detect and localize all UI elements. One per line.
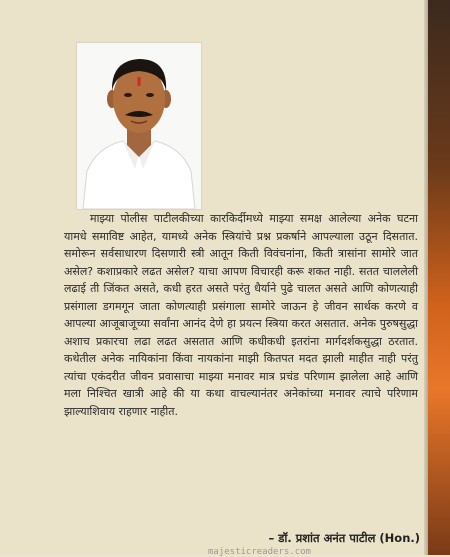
site-watermark: majesticreaders.com: [208, 547, 311, 557]
book-spine: [428, 0, 450, 555]
author-portrait: [76, 42, 202, 210]
author-statement: [64, 210, 418, 420]
author-portrait-image: [77, 43, 201, 209]
author-signature: – डॉ. प्रशांत अनंत पाटील (Hon.): [268, 531, 420, 545]
statement-paragraph: माझ्या पोलीस पाटीलकीच्या कारकिर्दीमध्ये माझ्या समक्ष आलेल्या अनेक घटना यामधे समाविष्ट आहेत, यामध्ये अनेक स्त्रियांचे प्रश्न प्रकर्षाने आपल्याला उठून दिसतात. समोरून सर्वसाधारण दिसणारी स्त्री आतून किती विवंचनांना, किती त्रासांना सामोरे जात असेल? कशाप्रकारे लढत असेल? याचा आपण विचारही करू शकत नाही. सतत चाललेली लढाई ती जिंकत असते, कधी हरत असते परंतु धैर्याने पुढे चालत असते आणि कोणत्याही प्रसंगाला डगमगून जाता कोणत्याही प्रसंगाला सामोरे जाऊन हे जीवन सार्थक करणे व आपल्या आजूबाजूच्या सर्वांना आनंद देणे हा प्रयत्न स्त्रिया करत असतात. अनेक पुरुषसुद्धा अशाच प्रकारचा लढा लढत असतात आणि कधीकधी इतरांना मार्गदर्शकसुद्धा ठरतात. कथेतील अनेक नायिकांना किंवा नायकांना माझी कितपत मदत झाली माहीत नाही परंतु त्यांचा एकंदरीत जीवन प्रवासाचा माझ्या मनावर मात्र प्रचंड परिणाम झालेला आहे आणि मला निश्चित खात्री आहे की या कथा वाचल्यानंतर अनेकांच्या मनावर त्याचे परिणाम झाल्याशिवाय राहणार नाहीत.: [64, 212, 418, 418]
